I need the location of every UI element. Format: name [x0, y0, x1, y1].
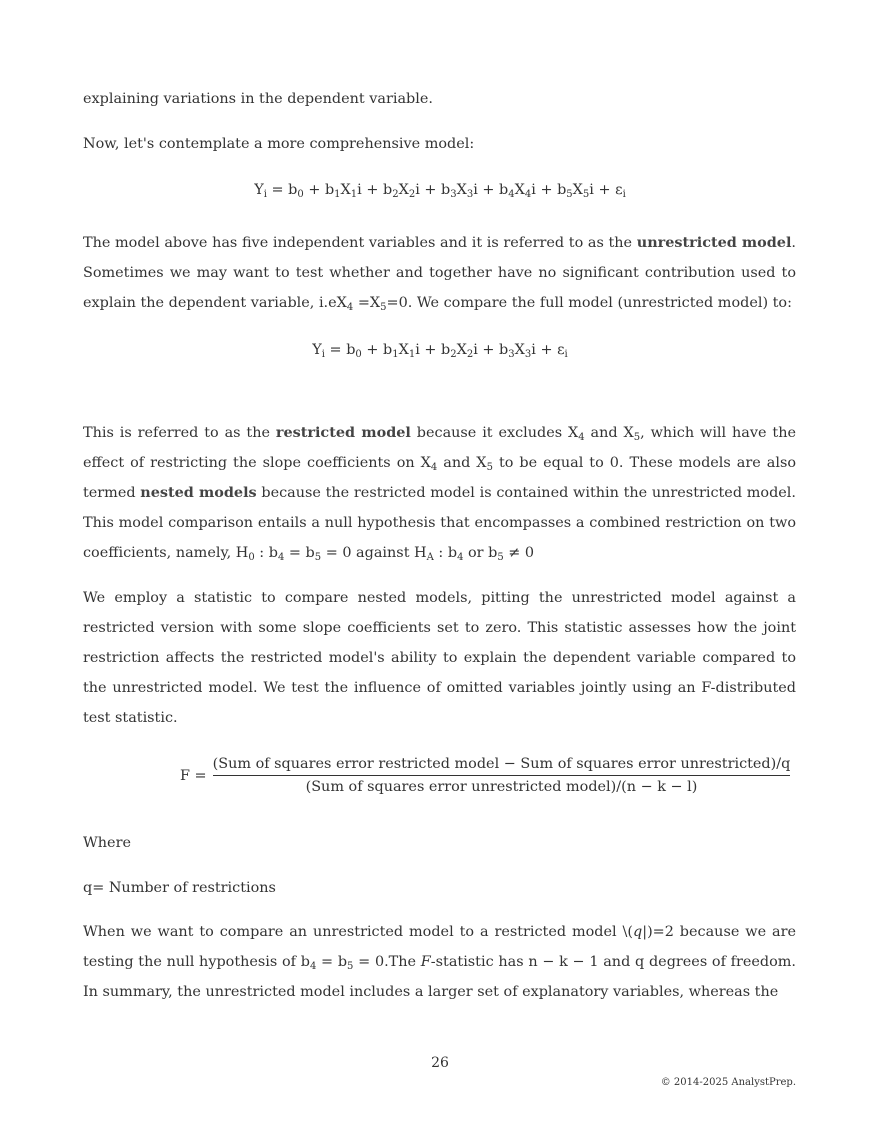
text-run: = 0 against H [321, 545, 427, 561]
paragraph [83, 129, 796, 159]
paragraph [83, 228, 796, 318]
subscript: 2 [392, 189, 399, 200]
subscript: 4 [309, 961, 317, 972]
bold-term: unrestricted model [636, 234, 792, 251]
text-run: i + b [473, 182, 509, 198]
subscript: 1 [392, 349, 399, 360]
text-run: i + b [531, 182, 567, 198]
subscript: 5 [497, 552, 504, 563]
paragraph [83, 917, 796, 1007]
subscript: 4 [277, 552, 285, 563]
subscript: 2 [466, 349, 474, 360]
subscript: 4 [457, 552, 464, 563]
text-run: -statistic has n − k − 1 and q degrees of freedom. In summary, the unrestricted model includes a larger set of explanatory variables, whereas the [83, 954, 796, 1000]
text-run: = b [266, 182, 298, 198]
text-run: The model above has five independent variables and it is referred to as the [83, 235, 637, 251]
text-run: This is referred to as the [83, 425, 276, 441]
text-run: X [340, 182, 351, 198]
text-run: = b [316, 954, 348, 970]
subscript: 5 [380, 302, 387, 313]
subscript: A [426, 552, 434, 563]
text-run: )=2 because we are testing the null hypothesis of b [83, 924, 796, 970]
paragraph [83, 418, 796, 568]
f-denominator: (Sum of squares error unrestricted model)/(n − k − l) [305, 779, 698, 795]
bold-term: restricted model [275, 424, 411, 441]
text-run: When we want to compare an unrestricted model to a restricted model \( [83, 924, 633, 940]
subscript: i [622, 189, 626, 200]
subscript: 4 [430, 462, 438, 473]
subscript: 4 [524, 189, 532, 200]
subscript: 3 [466, 189, 474, 200]
text-run: Where [83, 835, 131, 851]
subscript: 5 [347, 961, 354, 972]
subscript: i [263, 189, 267, 200]
text-run: = b [324, 342, 356, 358]
subscript: 2 [408, 189, 416, 200]
subscript: 0 [297, 189, 304, 200]
text-run: Y [312, 342, 322, 358]
text-run: F [420, 954, 431, 970]
subscript: 5 [566, 189, 573, 200]
text-run: i + ε [589, 182, 623, 198]
subscript: i [321, 349, 325, 360]
paragraph [83, 84, 796, 114]
text-run: to be equal to 0. These models are also termed [83, 455, 796, 501]
f-numerator: (Sum of squares error restricted model − Sum of squares error unrestricted)/q [213, 756, 791, 776]
text-run: because it excludes X [410, 425, 579, 441]
text-run: : b [433, 545, 458, 561]
text-run: i + b [415, 342, 451, 358]
equation [0, 182, 880, 198]
text-run: + b [303, 182, 335, 198]
text-run: X [456, 342, 467, 358]
f-lhs: F = [180, 767, 207, 784]
paragraph [83, 828, 796, 858]
equation [0, 342, 880, 358]
text-run: and X [437, 455, 487, 471]
text-run: X [572, 182, 583, 198]
subscript: 5 [486, 462, 493, 473]
subscript: 0 [355, 349, 362, 360]
text-run: ≠ 0 [503, 545, 535, 561]
text-run: , which will have the effect of restricting the slope coefficients on X [83, 425, 796, 471]
subscript: 5 [314, 552, 322, 563]
subscript: i [564, 349, 568, 360]
text-run: Y [254, 182, 264, 198]
text-run: i + b [357, 182, 393, 198]
subscript: 3 [524, 349, 532, 360]
text-run: =X [353, 295, 381, 311]
text-run: explaining variations in the dependent variable. [83, 91, 433, 107]
text-run: : b [254, 545, 278, 561]
paragraph [83, 873, 796, 903]
text-run: = b [284, 545, 315, 561]
text-run: X [514, 342, 525, 358]
subscript: 4 [346, 302, 354, 313]
text-run: Now, let's contemplate a more comprehensive model: [83, 136, 475, 152]
text-run: or b [463, 545, 498, 561]
text-run: X [398, 342, 409, 358]
text-run: =0. We compare the full model (unrestricted model) to: [386, 295, 792, 311]
text-run: and X [584, 425, 634, 441]
subscript: 5 [582, 189, 590, 200]
text-run: X [398, 182, 409, 198]
text-run: + b [361, 342, 393, 358]
subscript: 5 [633, 432, 641, 443]
text-run: . Sometimes we may want to test whether and together have no significant contribution used to explain the dependent variable, i.eX [83, 235, 796, 311]
text-run: q| [633, 924, 648, 940]
subscript: 3 [450, 189, 457, 200]
text-run: We employ a statistic to compare nested models, pitting the unrestricted model against a restricted version with some slope coefficients set to zero. This statistic assesses how the joint restriction affects the restricted model's ability to explain the dependent variable compared to the unrestricted model. We test the influence of omitted variables jointly using an F-distributed test statistic. [83, 590, 796, 726]
page-number: 26 [431, 1055, 449, 1071]
bold-term: nested models [140, 484, 257, 501]
subscript: 1 [334, 189, 341, 200]
text-run: X [514, 182, 525, 198]
paragraph [83, 583, 796, 733]
text-run: q= Number of restrictions [83, 880, 276, 896]
text-run: i + b [473, 342, 509, 358]
text-run: i + ε [531, 342, 565, 358]
text-run: because the restricted model is contained within the unrestricted model. This model comparison entails a null hypothesis that encompasses a combined restriction on two coefficients, namely, H [83, 485, 796, 561]
f-statistic-formula [180, 756, 790, 795]
text-run: X [456, 182, 467, 198]
subscript: 3 [508, 349, 515, 360]
subscript: 0 [248, 552, 255, 563]
subscript: 1 [350, 189, 358, 200]
subscript: 4 [578, 432, 585, 443]
text-run: = 0.The [353, 954, 421, 970]
copyright: © 2014-2025 AnalystPrep. [660, 1077, 796, 1088]
text-run: i + b [415, 182, 451, 198]
subscript: 2 [450, 349, 457, 360]
subscript: 4 [508, 189, 515, 200]
subscript: 1 [408, 349, 416, 360]
